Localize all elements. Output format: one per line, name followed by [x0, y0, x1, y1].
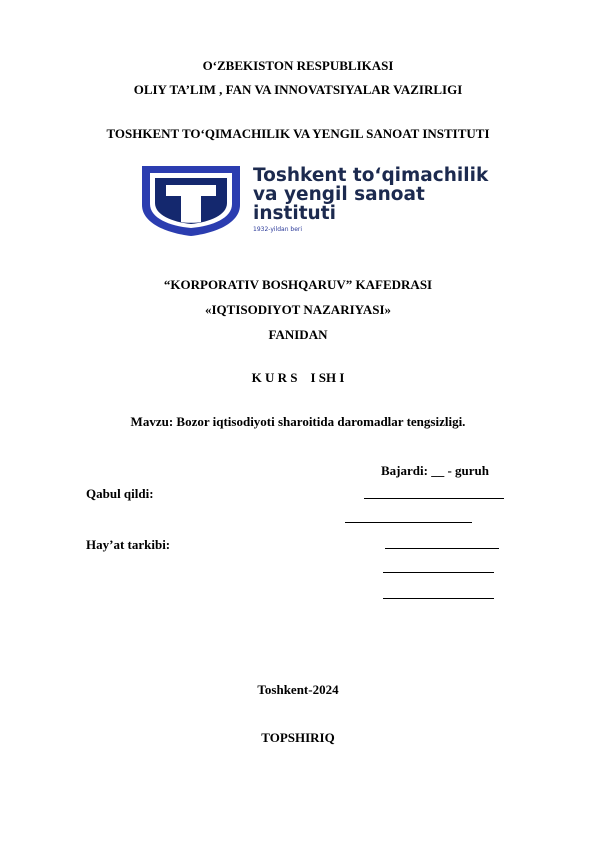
accepted-by-signature-line: [364, 498, 504, 499]
logo-text-line2: va yengil sanoat: [253, 184, 425, 205]
ministry-title: OLIY TA’LIM , FAN VA INNOVATSIYALAR VAZIRLIGI: [133, 82, 463, 97]
ministry-country: O‘ZBEKISTON RESPUBLIKASI: [202, 58, 394, 73]
logo-tagline: 1932-yildan beri: [253, 226, 303, 233]
commission-signature-line: [383, 598, 494, 599]
signature-line: [345, 522, 472, 523]
accepted-by-label: Qabul qildi:: [86, 486, 154, 501]
subject-suffix: FANIDAN: [268, 327, 328, 342]
logo-text-line3: instituti: [253, 203, 336, 224]
subject-name: «IQTISODIYOT NAZARIYASI»: [204, 302, 392, 317]
commission-label: Hay’at tarkibi:: [86, 537, 171, 552]
institute-logo: [141, 165, 489, 237]
department-name: “KORPORATIV BOSHQARUV” KAFEDRASI: [163, 277, 433, 292]
institute-name: TOSHKENT TO‘QIMACHILIK VA YENGIL SANOAT INSTITUTI: [106, 126, 490, 141]
logo-text-line1: Toshkent to‘qimachilik: [253, 165, 489, 186]
city-year: Toshkent-2024: [257, 682, 339, 697]
work-type-title: K U R S I SH I: [251, 370, 345, 385]
commission-signature-line: [383, 572, 494, 573]
topic: Mavzu: Bozor iqtisodiyoti sharoitida daromadlar tengsizligi.: [130, 414, 466, 429]
commission-signature-line: [385, 548, 499, 549]
assignment-heading: TOPSHIRIQ: [261, 730, 335, 745]
performer-label: Bajardi: __ - guruh: [381, 463, 489, 478]
shield-icon: [141, 165, 241, 237]
